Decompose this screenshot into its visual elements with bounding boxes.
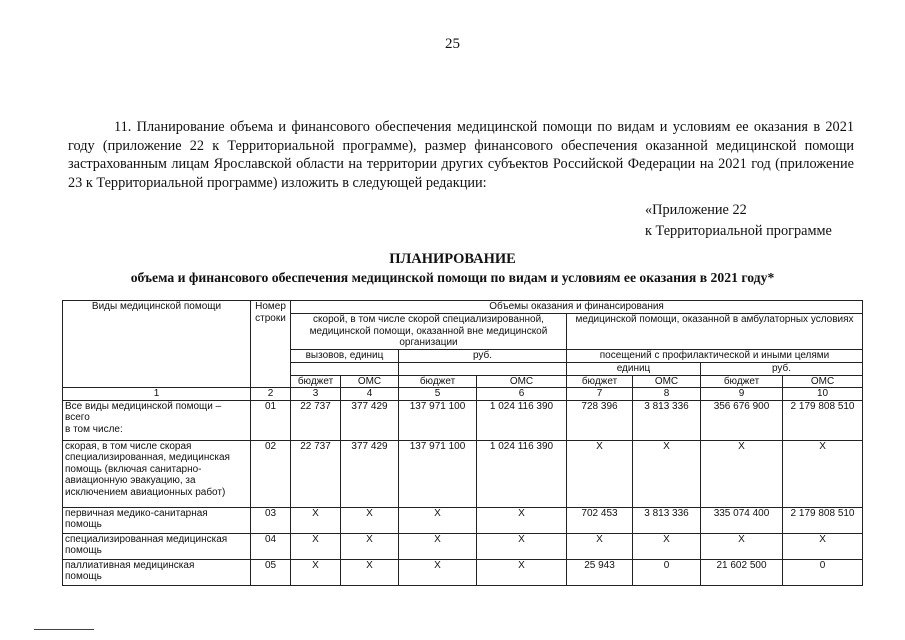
table-cell: 728 396 [567,400,633,440]
column-number: 10 [783,388,863,401]
table-cell: 3 813 336 [633,400,701,440]
table-cell: Х [783,533,863,559]
table-cell: 356 676 900 [701,400,783,440]
table-cell: 0 [633,559,701,585]
table-cell: Х [399,559,477,585]
header-budget: бюджет [701,375,783,388]
table-cell: 137 971 100 [399,440,477,507]
table-row [63,400,863,440]
table-cell: Х [477,507,567,533]
column-number: 3 [291,388,341,401]
column-number: 5 [399,388,477,401]
row-label [63,533,251,559]
header-spacer-calls [291,363,399,376]
column-number: 7 [567,388,633,401]
appendix-line-2: к Территориальной программе [645,223,832,239]
header-oms: ОМС [477,375,567,388]
row-label-line: специализированная медицинская [65,533,228,545]
header-calls-units: вызовов, единиц [291,350,399,363]
row-label-line: Все виды медицинской помощи – [65,400,222,412]
row-label-line: в том числе: [65,423,123,435]
table-cell: Х [341,507,399,533]
table-cell: Х [341,533,399,559]
row-label-line: авиационную эвакуацию, за [65,475,196,486]
header-row-number: Номер строки [251,301,291,388]
table-cell: Х [567,533,633,559]
table-row [63,507,863,533]
row-number: 05 [251,559,291,585]
header-ambulance-care: скорой, в том числе скорой специализированной, медицинской помощи, оказанной вне медицинской организации [291,314,567,350]
table-cell: Х [341,559,399,585]
table-cell: 377 429 [341,400,399,440]
table-cell: Х [399,507,477,533]
header-budget: бюджет [399,375,477,388]
table-cell: 1 024 116 390 [477,400,567,440]
header-budget: бюджет [567,375,633,388]
intro-paragraph: 11. Планирование объема и финансового обеспечения медицинской помощи по видам и условиям ее оказания в 2021 году (приложение 22 к Территориальной программе), размер финансового обеспечения оказанной медицинской помощи застрахованным лицам Ярославской области на территории других субъектов Российской Федерации на 2021 год (приложение 23 к Территориальной программе) изложить в следующей редакции: [68,119,854,191]
table-cell: 3 813 336 [633,507,701,533]
row-label-line: специализированная, медицинская [65,452,230,463]
header-visits: посещений с профилактической и иными целями [567,350,863,363]
header-oms: ОМС [783,375,863,388]
document-subtitle: объема и финансового обеспечения медицинской помощи по видам и условиям ее оказания в 2021 году* [130,270,775,285]
row-label [63,507,251,533]
row-label-line: первичная медико-санитарная [65,507,208,519]
table-cell: Х [399,533,477,559]
header-spacer-rub [399,363,567,376]
row-label-line: помощь (включая санитарно- [65,463,202,475]
header-visits-rub: руб. [701,363,863,376]
appendix-line-1: «Приложение 22 [645,202,747,218]
row-label-line: паллиативная медицинская [65,559,195,571]
table-cell: 335 074 400 [701,507,783,533]
table-cell: Х [567,440,633,507]
header-ambulance-rub: руб. [399,350,567,363]
table-cell: Х [633,440,701,507]
planning-table [62,300,863,586]
table-cell: Х [477,559,567,585]
row-label [63,559,251,585]
page-number: 25 [445,36,460,52]
table-cell: 22 737 [291,440,341,507]
table-cell: Х [701,440,783,507]
table-cell: Х [291,559,341,585]
table-cell: 21 602 500 [701,559,783,585]
column-number: 9 [701,388,783,401]
appendix-reference [645,200,832,242]
table-cell: 137 971 100 [399,400,477,440]
table-row [63,559,863,585]
row-number: 02 [251,440,291,507]
row-label [63,400,251,440]
table-cell: Х [783,440,863,507]
table-cell: 2 179 808 510 [783,507,863,533]
row-number: 03 [251,507,291,533]
table-cell: 25 943 [567,559,633,585]
header-oms: ОМС [341,375,399,388]
table-cell: 1 024 116 390 [477,440,567,507]
document-title: ПЛАНИРОВАНИЕ [389,251,516,267]
header-volumes-financing: Объемы оказания и финансирования [291,301,863,314]
row-label-line: помощь [65,545,102,556]
row-label-line: помощь [65,571,102,582]
row-label-line: всего [65,412,90,423]
table-cell: Х [477,533,567,559]
table-cell: Х [291,533,341,559]
footnote-divider [34,629,94,630]
header-medical-care-kind: Виды медицинской помощи [63,301,251,388]
column-number: 1 [63,388,251,401]
row-label [63,440,251,507]
table-cell: Х [701,533,783,559]
table-cell: 2 179 808 510 [783,400,863,440]
table-cell: Х [291,507,341,533]
header-oms: ОМС [633,375,701,388]
header-budget: бюджет [291,375,341,388]
column-number: 4 [341,388,399,401]
table-cell: 702 453 [567,507,633,533]
row-label-line: скорая, в том числе скорая [65,440,192,452]
table-cell: 377 429 [341,440,399,507]
header-outpatient-care: медицинской помощи, оказанной в амбулаторных условиях [567,314,863,350]
column-number: 2 [251,388,291,401]
table-cell: 22 737 [291,400,341,440]
row-label-line: исключением авиационных работ) [65,486,226,498]
row-number: 04 [251,533,291,559]
row-label-line: помощь [65,519,102,530]
column-number: 6 [477,388,567,401]
table-row [63,533,863,559]
column-number: 8 [633,388,701,401]
table-cell: 0 [783,559,863,585]
header-visits-units: единиц [567,363,701,376]
table-row [63,440,863,507]
row-number: 01 [251,400,291,440]
table-cell: Х [633,533,701,559]
